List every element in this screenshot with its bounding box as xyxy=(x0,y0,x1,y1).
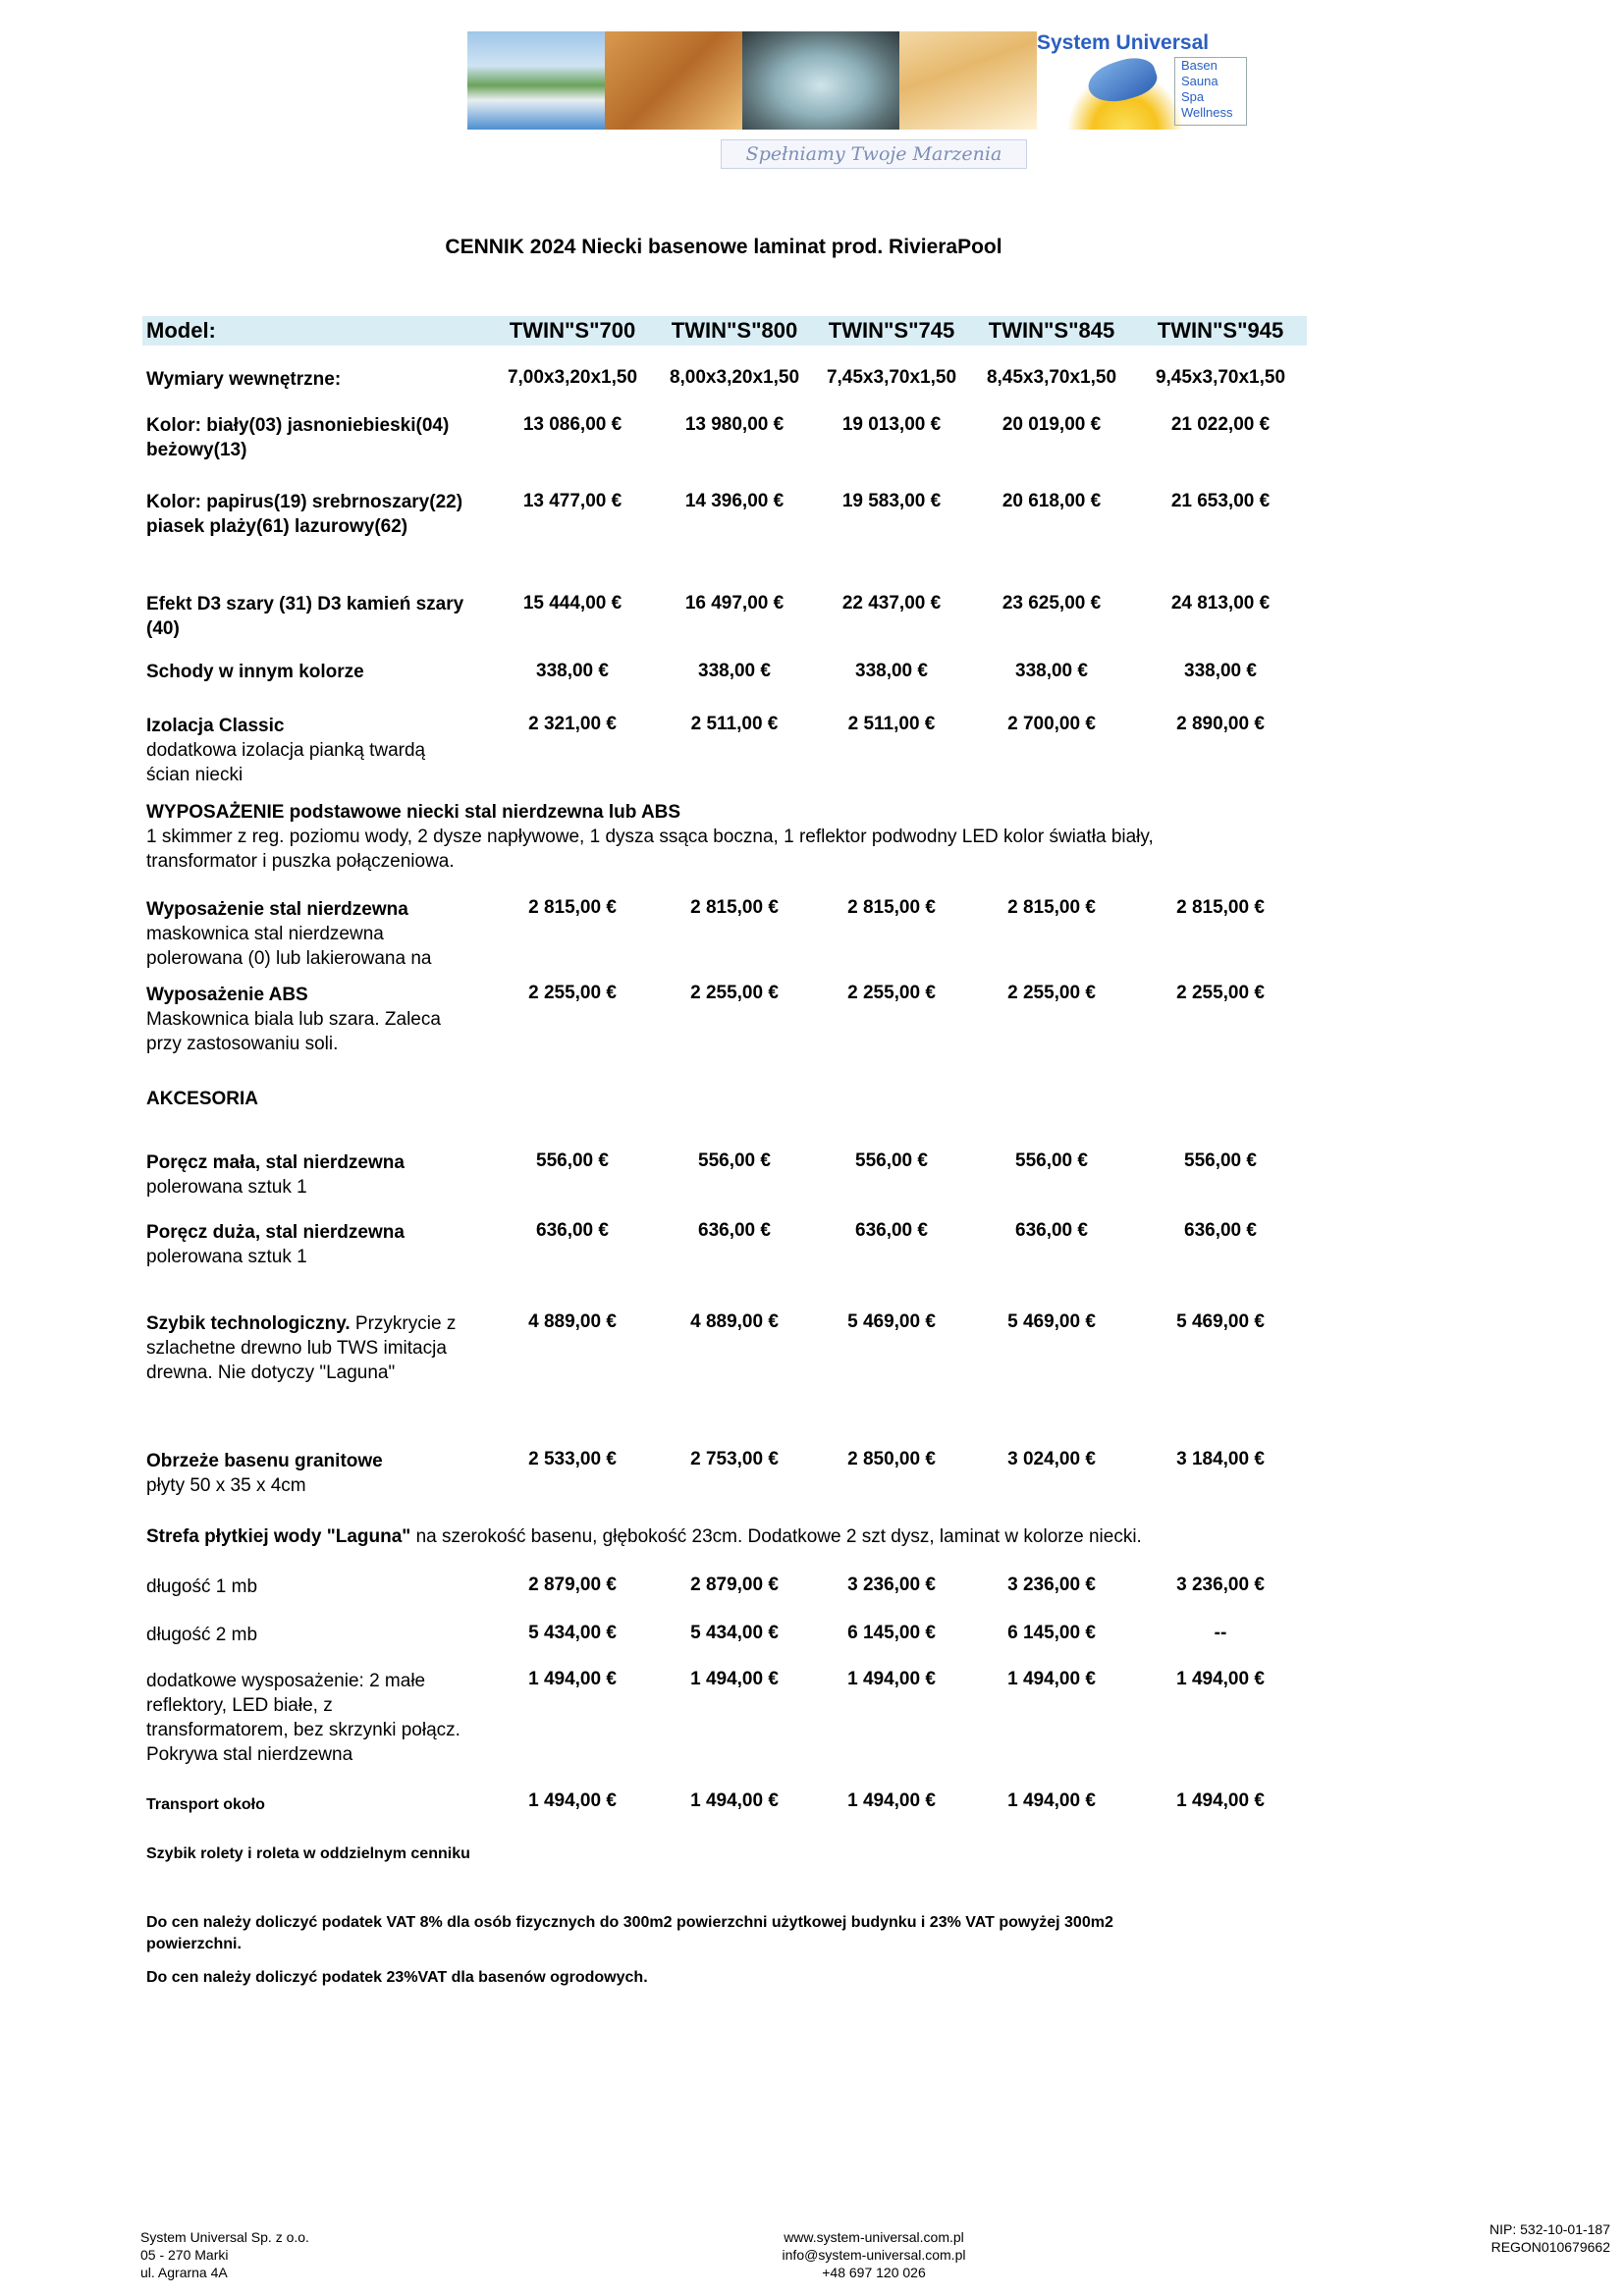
price-value: 3 236,00 € xyxy=(1176,1575,1265,1595)
price-value: 1 494,00 € xyxy=(847,1790,936,1811)
model-column-header: TWIN"S"945 xyxy=(1157,318,1284,343)
label-line: Obrzeże basenu granitowe xyxy=(146,1451,383,1471)
price-value: 2 879,00 € xyxy=(528,1575,617,1595)
price-value: 20 618,00 € xyxy=(1001,491,1102,511)
price-value: 2 815,00 € xyxy=(847,897,936,918)
note-line: Do cen należy doliczyć podatek VAT 8% dla osób fizycznych do 300m2 powierzchni użytkowej budynku i 23% VAT powyżej 300m2 xyxy=(146,1914,1113,1931)
price-value: 2 815,00 € xyxy=(1007,897,1096,918)
price-value: 5 434,00 € xyxy=(690,1623,779,1643)
label-line: Maskownica biala lub szara. Zaleca xyxy=(146,1009,441,1030)
dimension-value: 7,00x3,20x1,50 xyxy=(507,367,638,388)
label-line: drewna. Nie dotyczy "Laguna" xyxy=(146,1362,396,1383)
price-value: 1 494,00 € xyxy=(528,1669,617,1689)
row-label xyxy=(146,1449,492,1498)
equipment-section xyxy=(146,800,1305,874)
model-column-header: TWIN"S"700 xyxy=(509,318,636,343)
price-value: 3 236,00 € xyxy=(847,1575,936,1595)
price-value: 16 497,00 € xyxy=(684,593,785,614)
price-value: 556,00 € xyxy=(855,1150,928,1171)
note-rolety: Szybik rolety i roleta w oddzielnym cenniku xyxy=(146,1845,470,1862)
label-line: polerowana sztuk 1 xyxy=(146,1247,307,1267)
row-label xyxy=(146,714,492,787)
model-column-header: TWIN"S"800 xyxy=(671,318,798,343)
row-label xyxy=(146,413,492,462)
price-value: 556,00 € xyxy=(1184,1150,1257,1171)
price-value: 556,00 € xyxy=(536,1150,609,1171)
company-name: System Universal Sp. z o.o. xyxy=(140,2229,309,2245)
price-value: 15 444,00 € xyxy=(522,593,623,614)
shallow-zone-heading xyxy=(146,1524,1305,1549)
price-value: 2 850,00 € xyxy=(847,1449,936,1469)
brand-list xyxy=(1174,57,1247,126)
price-value: 1 494,00 € xyxy=(528,1790,617,1811)
row-label: Wymiary wewnętrzne: xyxy=(146,369,342,390)
label-line: (40) xyxy=(146,618,180,639)
label-line: Poręcz mała, stal nierdzewna xyxy=(146,1152,405,1173)
price-value: 636,00 € xyxy=(698,1220,771,1241)
label-line: maskownica stal nierdzewna xyxy=(146,924,384,944)
label-line: piasek plaży(61) lazurowy(62) xyxy=(146,516,408,537)
price-value: 4 889,00 € xyxy=(528,1311,617,1332)
label-line xyxy=(146,1311,492,1336)
nip-number: NIP: 532-10-01-187 xyxy=(1489,2221,1610,2237)
row-label: Schody w innym kolorze xyxy=(146,662,364,682)
dimension-value: 8,45x3,70x1,50 xyxy=(986,367,1117,388)
note-vat xyxy=(146,1912,1305,1955)
label-line: Pokrywa stal nierdzewna xyxy=(146,1744,353,1765)
label-line: Efekt D3 szary (31) D3 kamień szary xyxy=(146,594,464,614)
row-label xyxy=(146,983,492,1056)
row-label xyxy=(146,490,492,539)
row-label xyxy=(146,1220,492,1269)
price-value: 2 815,00 € xyxy=(528,897,617,918)
label-line: szlachetne drewno lub TWS imitacja xyxy=(146,1338,447,1359)
price-value: 3 236,00 € xyxy=(1007,1575,1096,1595)
label-line: Poręcz duża, stal nierdzewna xyxy=(146,1222,405,1243)
price-value: 5 469,00 € xyxy=(847,1311,936,1332)
phone-number: +48 697 120 026 xyxy=(822,2265,926,2280)
row-label: Transport około xyxy=(146,1796,265,1813)
model-label: Model: xyxy=(146,318,216,343)
brand-item: Wellness xyxy=(1181,105,1233,120)
price-value: 636,00 € xyxy=(855,1220,928,1241)
price-value: 338,00 € xyxy=(536,661,609,681)
price-value: 1 494,00 € xyxy=(1176,1790,1265,1811)
price-value: 21 022,00 € xyxy=(1170,414,1271,435)
dimension-value: 8,00x3,20x1,50 xyxy=(669,367,800,388)
row-label: długość 2 mb xyxy=(146,1625,258,1645)
price-value: 338,00 € xyxy=(1015,661,1088,681)
brand-logo xyxy=(1037,31,1274,130)
row-label xyxy=(146,592,492,641)
website-link[interactable]: www.system-universal.com.pl xyxy=(784,2229,964,2245)
footer-contact xyxy=(727,2228,1021,2281)
price-value: 6 145,00 € xyxy=(847,1623,936,1643)
price-value: 24 813,00 € xyxy=(1170,593,1271,614)
label-line: polerowana (0) lub lakierowana na xyxy=(146,948,432,969)
slogan: Spełniamy Twoje Marzenia xyxy=(721,139,1027,169)
price-value: 2 533,00 € xyxy=(528,1449,617,1469)
footer-address xyxy=(140,2228,309,2281)
brand-item: Spa xyxy=(1181,89,1205,104)
row-label xyxy=(146,1311,492,1385)
label-line: Kolor: papirus(19) srebrnoszary(22) xyxy=(146,492,463,512)
heading-rest: na szerokość basenu, głębokość 23cm. Dodatkowe 2 szt dysz, laminat w kolorze niecki. xyxy=(410,1526,1142,1547)
price-value: 19 013,00 € xyxy=(841,414,942,435)
spa-photo xyxy=(742,31,899,130)
label-line: beżowy(13) xyxy=(146,440,247,460)
price-value: 636,00 € xyxy=(536,1220,609,1241)
section-description: transformator i puszka połączeniowa. xyxy=(146,851,455,872)
price-value: 2 255,00 € xyxy=(1176,983,1265,1003)
company-street: ul. Agrarna 4A xyxy=(140,2265,228,2280)
document-title: CENNIK 2024 Niecki basenowe laminat prod. RivieraPool xyxy=(445,236,1002,258)
heading-bold: Strefa płytkiej wody "Laguna" xyxy=(146,1526,411,1547)
price-value: 1 494,00 € xyxy=(1176,1669,1265,1689)
note-line: powierzchni. xyxy=(146,1936,242,1952)
label-line: reflektory, LED białe, z xyxy=(146,1695,333,1716)
price-value: 338,00 € xyxy=(698,661,771,681)
row-label: długość 1 mb xyxy=(146,1576,258,1597)
price-value: 1 494,00 € xyxy=(690,1669,779,1689)
price-value: 5 434,00 € xyxy=(528,1623,617,1643)
price-value: 2 511,00 € xyxy=(690,714,779,734)
model-column-header: TWIN"S"745 xyxy=(828,318,955,343)
price-value: 2 815,00 € xyxy=(1176,897,1265,918)
price-value: 20 019,00 € xyxy=(1001,414,1102,435)
header-banner xyxy=(467,31,1274,130)
price-value: 5 469,00 € xyxy=(1176,1311,1265,1332)
label-rest: Przykrycie z xyxy=(350,1313,457,1334)
label-line: dodatkowe wysposażenie: 2 małe xyxy=(146,1671,426,1691)
price-value: 13 086,00 € xyxy=(522,414,623,435)
brand-item: Sauna xyxy=(1181,74,1218,88)
price-value: 2 255,00 € xyxy=(528,983,617,1003)
section-description: 1 skimmer z reg. poziomu wody, 2 dysze napływowe, 1 dysza ssąca boczna, 1 reflektor podwodny LED kolor światła biały, xyxy=(146,827,1154,847)
price-value: 22 437,00 € xyxy=(841,593,942,614)
section-heading: AKCESORIA xyxy=(146,1089,259,1109)
price-value: 2 815,00 € xyxy=(690,897,779,918)
price-value: 19 583,00 € xyxy=(841,491,942,511)
label-line: przy zastosowaniu soli. xyxy=(146,1034,339,1054)
row-label xyxy=(146,897,492,971)
dimension-value: 9,45x3,70x1,50 xyxy=(1155,367,1286,388)
model-column-header: TWIN"S"845 xyxy=(988,318,1115,343)
price-value: 2 700,00 € xyxy=(1007,714,1096,734)
price-value: 2 255,00 € xyxy=(1007,983,1096,1003)
price-value: 2 255,00 € xyxy=(847,983,936,1003)
row-label xyxy=(146,1669,492,1767)
regon-number: REGON010679662 xyxy=(1490,2239,1610,2255)
price-value: 3 184,00 € xyxy=(1176,1449,1265,1469)
label-line: dodatkowa izolacja pianką twardą xyxy=(146,740,426,761)
label-line: Wyposażenie ABS xyxy=(146,985,308,1005)
price-value: 13 477,00 € xyxy=(522,491,623,511)
price-value: 2 753,00 € xyxy=(690,1449,779,1469)
pool-photo xyxy=(467,31,605,130)
label-line: ścian niecki xyxy=(146,765,244,785)
price-value: 2 511,00 € xyxy=(847,714,936,734)
label-line: polerowana sztuk 1 xyxy=(146,1177,307,1198)
label-bold: Szybik technologiczny. xyxy=(146,1313,351,1334)
company-city: 05 - 270 Marki xyxy=(140,2247,229,2263)
brand-title: System Universal xyxy=(1037,31,1210,54)
price-value: 5 469,00 € xyxy=(1007,1311,1096,1332)
price-value: 1 494,00 € xyxy=(690,1790,779,1811)
dimension-value: 7,45x3,70x1,50 xyxy=(826,367,957,388)
section-heading: WYPOSAŻENIE podstawowe niecki stal nierdzewna lub ABS xyxy=(146,802,681,823)
label-line: płyty 50 x 35 x 4cm xyxy=(146,1475,306,1496)
price-value: 13 980,00 € xyxy=(684,414,785,435)
email-link[interactable]: info@system-universal.com.pl xyxy=(782,2247,966,2263)
price-value: 1 494,00 € xyxy=(1007,1790,1096,1811)
price-value: 1 494,00 € xyxy=(1007,1669,1096,1689)
price-value: -- xyxy=(1214,1623,1227,1643)
footer-registry xyxy=(1414,2220,1610,2256)
price-value: 636,00 € xyxy=(1015,1220,1088,1241)
price-value: 1 494,00 € xyxy=(847,1669,936,1689)
price-value: 21 653,00 € xyxy=(1170,491,1271,511)
label-line: Kolor: biały(03) jasnoniebieski(04) xyxy=(146,415,450,436)
price-value: 2 321,00 € xyxy=(528,714,617,734)
price-value: 4 889,00 € xyxy=(690,1311,779,1332)
price-value: 2 890,00 € xyxy=(1176,714,1265,734)
price-value: 23 625,00 € xyxy=(1001,593,1102,614)
price-value: 338,00 € xyxy=(855,661,928,681)
price-value: 2 879,00 € xyxy=(690,1575,779,1595)
price-value: 3 024,00 € xyxy=(1007,1449,1096,1469)
price-value: 636,00 € xyxy=(1184,1220,1257,1241)
price-value: 6 145,00 € xyxy=(1007,1623,1096,1643)
label-line: Wyposażenie stal nierdzewna xyxy=(146,899,408,920)
price-value: 556,00 € xyxy=(698,1150,771,1171)
note-vat-garden: Do cen należy doliczyć podatek 23%VAT dla basenów ogrodowych. xyxy=(146,1969,648,1986)
price-value: 14 396,00 € xyxy=(684,491,785,511)
brand-item: Basen xyxy=(1181,58,1218,73)
row-label xyxy=(146,1150,492,1200)
label-line: transformatorem, bez skrzynki połącz. xyxy=(146,1720,460,1740)
wellness-photo xyxy=(899,31,1037,130)
price-value: 338,00 € xyxy=(1184,661,1257,681)
sauna-photo xyxy=(605,31,742,130)
label-line: Izolacja Classic xyxy=(146,716,285,736)
price-value: 2 255,00 € xyxy=(690,983,779,1003)
price-value: 556,00 € xyxy=(1015,1150,1088,1171)
